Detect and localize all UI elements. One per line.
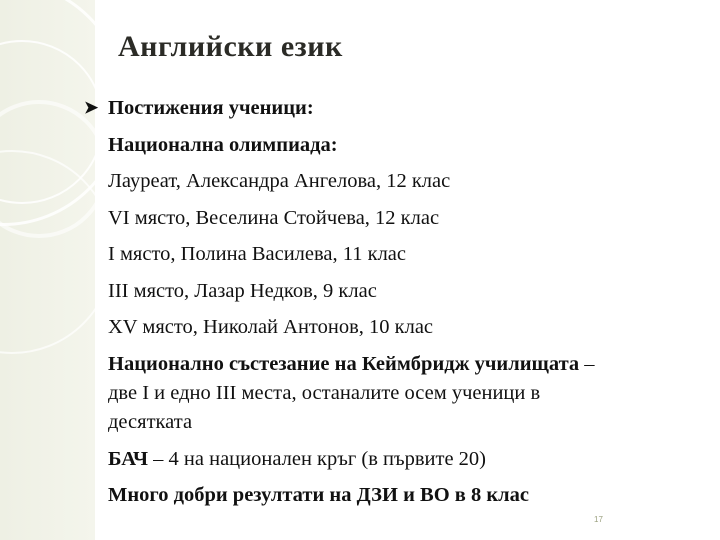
olympiad-result: XV място, Николай Антонов, 10 клас <box>108 316 434 338</box>
olympiad-result: Лауреат, Александра Ангелова, 12 клас <box>108 170 451 192</box>
cambridge-competition <box>108 346 708 441</box>
slide-title: Английски език <box>118 30 343 63</box>
decorative-ring <box>0 150 95 354</box>
olympiad-result: III място, Лазар Недков, 9 клас <box>108 279 377 302</box>
olympiad-result: VI място, Веселина Стойчева, 12 клас <box>108 206 440 229</box>
bach-title: БАЧ <box>108 447 149 470</box>
cambridge-dash: – <box>579 352 595 375</box>
cambridge-line-1 <box>108 350 708 379</box>
olympiad-result: I място, Полина Василева, 11 клас <box>108 243 407 265</box>
bach-result: – 4 на национален кръг (в първите 20) <box>148 447 486 470</box>
olympiad-heading: Национална олимпиада: <box>108 133 338 156</box>
cambridge-title: Национално състезание на Кеймбридж училищата <box>108 352 580 375</box>
arrow-bullet-icon: ➤ <box>84 98 99 117</box>
achievements-heading: Постижения ученици: <box>108 97 314 119</box>
exam-results-line: Много добри резултати на ДЗИ и ВО в 8 клас <box>108 484 529 506</box>
page-number: 17 <box>594 515 603 524</box>
decorative-side-panel <box>0 0 95 540</box>
achievements-bullet <box>84 90 708 127</box>
bach-line <box>108 441 708 478</box>
slide-content <box>84 90 708 514</box>
cambridge-line-3: десятката <box>108 410 193 433</box>
cambridge-line-2: две I и едно III места, останалите осем ученици в <box>108 381 541 404</box>
